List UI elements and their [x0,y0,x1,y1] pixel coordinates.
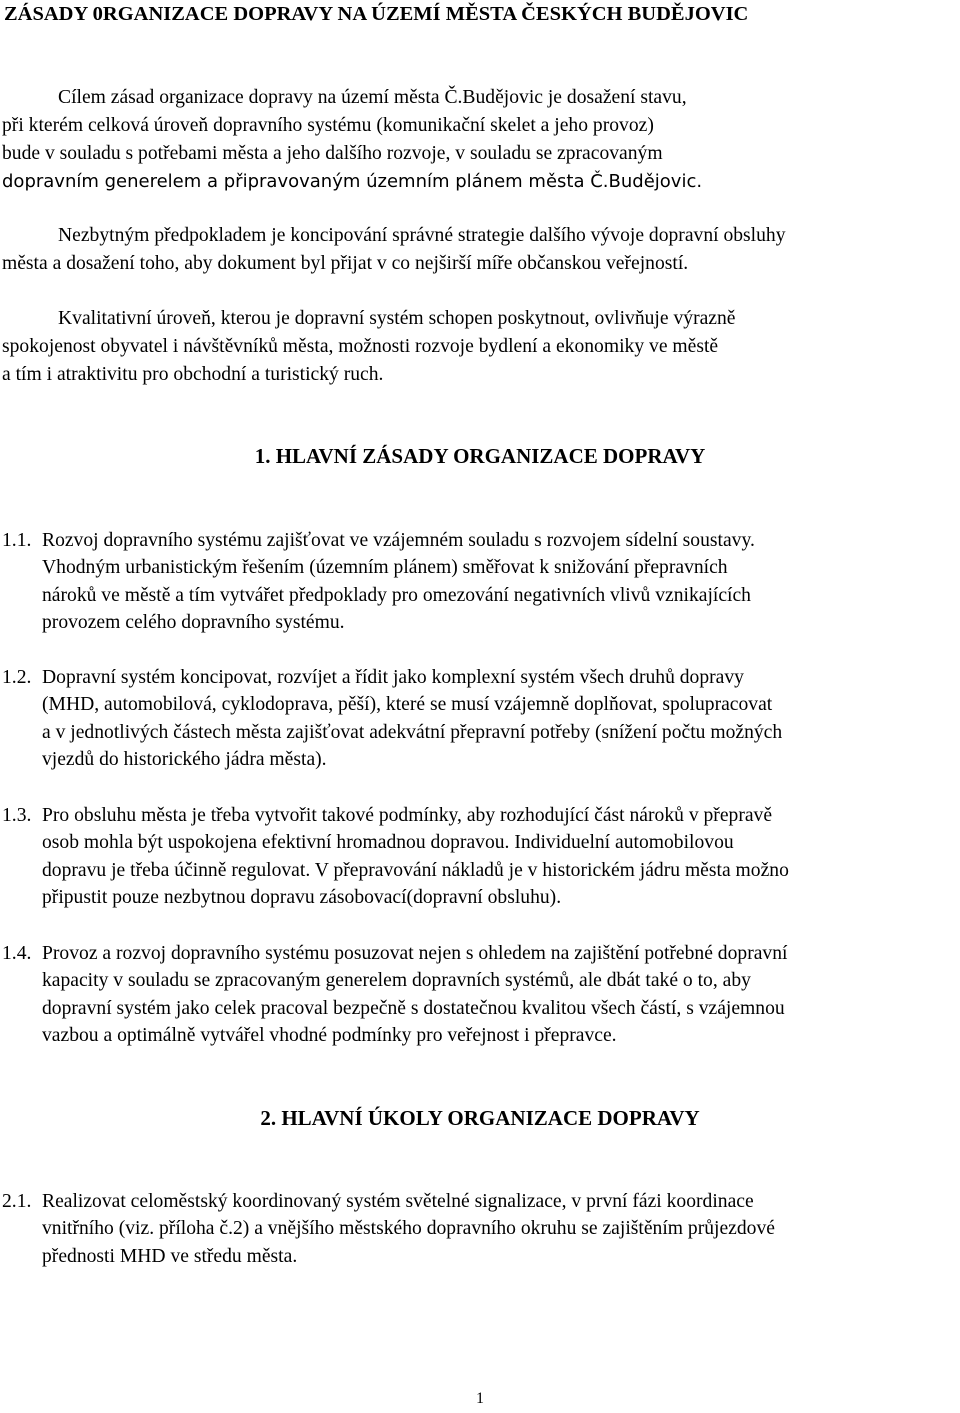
item-number: 1.3. [2,805,32,826]
item-line: připustit pouze nezbytnou dopravu zásobovací(dopravní obsluhu). [42,887,562,909]
item-number: 1.1. [2,530,32,551]
item-number: 2.1. [2,1191,32,1212]
item-line: provozem celého dopravního systému. [42,612,345,634]
item-number: 1.2. [2,667,32,688]
item-line: a v jednotlivých částech města zajišťovat adekvátní přepravní potřeby (snížení počtu možných [42,721,783,743]
item-line: Vhodným urbanistickým řešením (územním plánem) směřovat k snižování přepravních [42,557,728,579]
intro-paragraph-2-line-2: města a dosažení toho, aby dokument byl přijat v co nejširší míře občanskou veřejností. [2,253,689,274]
item-text [42,940,787,1050]
item-line: Provoz a rozvoj dopravního systému posuzovat nejen s ohledem na zajištění potřebné dopravní [42,943,788,964]
item-line: Realizovat celoměstský koordinovaný systém světelné signalizace, v první fázi koordinace [42,1191,754,1212]
item-text [42,1188,775,1270]
item-line: Dopravní systém koncipovat, rozvíjet a řídit jako komplexní systém všech druhů dopravy [42,667,744,688]
item-line: Pro obsluhu města je třeba vytvořit takové podmínky, aby rozhodující část nároků v přepravě [42,805,773,826]
item-line: vjezdů do historického jádra města). [42,749,327,771]
intro-paragraph-1-line-4: dopravním generelem a připravovaným územním plánem města Č.Budějovic. [2,171,703,192]
document-title: ZÁSADY 0RGANIZACE DOPRAVY NA ÚZEMÍ MĚSTA ČESKÝCH BUDĚJOVIC [4,3,749,25]
intro-paragraph-3-line-1: Kvalitativní úroveň, kterou je dopravní systém schopen poskytnout, ovlivňuje výrazně [58,308,736,329]
item-line: přednosti MHD ve středu města. [42,1245,298,1267]
page-number: 1 [476,1390,484,1407]
item-line: Rozvoj dopravního systému zajišťovat ve vzájemném souladu s rozvojem sídelní soustavy. [42,530,755,551]
section-1-heading: 1. HLAVNÍ ZÁSADY ORGANIZACE DOPRAVY [254,444,706,468]
item-line: dopravu je třeba účinně regulovat. V přepravování nákladů je v historickém jádru města možno [42,859,789,881]
item-text [42,664,782,774]
intro-paragraph-2-line-1: Nezbytným předpokladem je koncipování správné strategie dalšího vývoje dopravní obsluhy [58,225,786,246]
intro-paragraph-3-line-3: a tím i atraktivitu pro obchodní a turistický ruch. [2,364,384,385]
item-line: kapacity v souladu se zpracovaným generelem dopravních systémů, ale dbát také o to, aby [42,970,751,992]
item-text [42,527,755,637]
item-line: vnitřního (viz. příloha č.2) a vnějšího městského dopravního okruhu se zajištěním průjezdové [42,1218,775,1240]
item-line: nároků ve městě a tím vytvářet předpoklady pro omezování negativních vlivů vznikajících [42,584,751,606]
intro-paragraph-1 [2,84,954,196]
intro-paragraph-3 [2,305,954,389]
item-number: 1.4. [2,943,32,964]
item-line: dopravní systém jako celek pracoval bezpečně s dostatečnou kvalitou všech částí, s vzájemnou [42,997,785,1019]
item-line: vazbou a optimálně vytvářel vhodné podmínky pro veřejnost i přepravce. [42,1025,617,1047]
intro-paragraph-2 [2,222,954,278]
item-line: (MHD, automobilová, cyklodoprava, pěší), které se musí vzájemně doplňovat, spolupracovat [42,694,773,716]
intro-paragraph-3-line-2: spokojenost obyvatel i návštěvníků města, možnosti rozvoje bydlení a ekonomiky ve městě [2,336,719,357]
intro-paragraph-1-line-1: Cílem zásad organizace dopravy na území města Č.Budějovic je dosažení stavu, [58,87,687,108]
item-line: osob mohla být uspokojena efektivní hromadnou dopravou. Individuelní automobilovou [42,832,734,854]
section-2-heading: 2. HLAVNÍ ÚKOLY ORGANIZACE DOPRAVY [260,1106,700,1130]
intro-paragraph-1-line-2: při kterém celková úroveň dopravního systému (komunikační skelet a jeho provoz) [2,115,654,136]
intro-paragraph-1-line-3: bude v souladu s potřebami města a jeho dalšího rozvoje, v souladu se zpracovaným [2,143,663,164]
item-text [42,802,789,912]
